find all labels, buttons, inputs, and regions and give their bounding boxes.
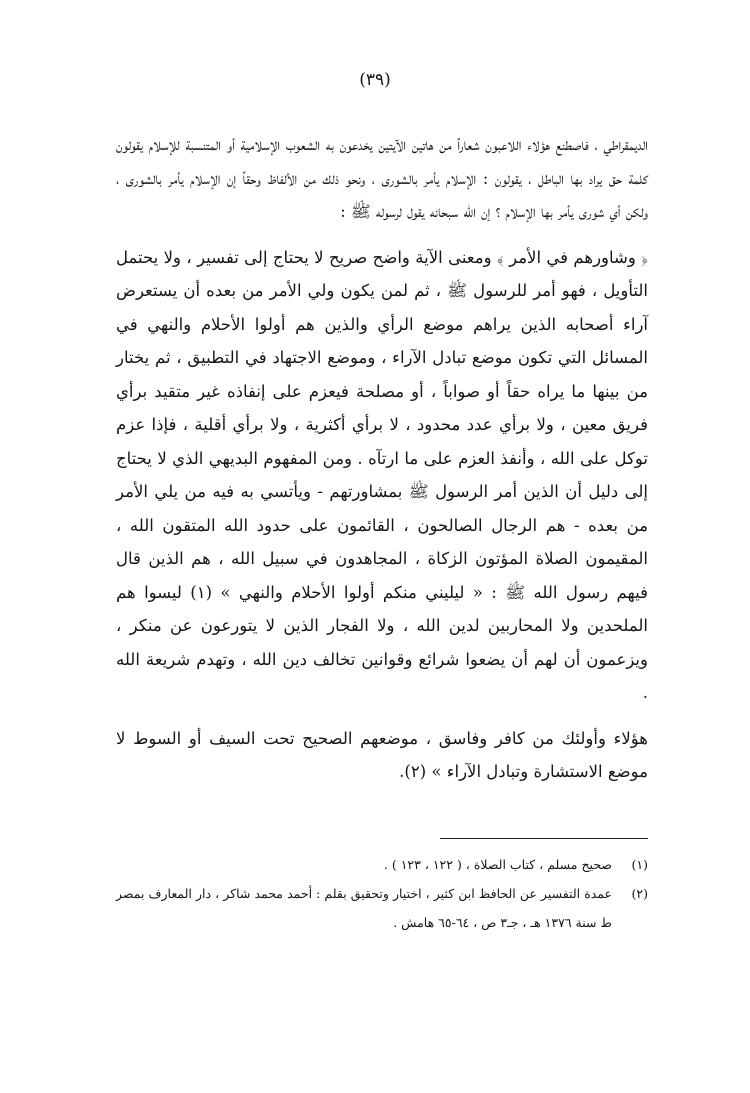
paragraph: هؤلاء وأولئك من كافر وفاسق ، موضعهم الصحيح تحت السيف أو السوط لا موضع الاستشارة وتبادل الآراء » (٢). (116, 728, 648, 781)
footnote-separator (440, 838, 648, 839)
footnote-number: (١) (631, 857, 648, 872)
paragraph: الديمقراطي ، فاصطنع هؤلاء اللاعبون شعاراً من هاتين الآيتين يخدعون به الشعوب الإسلامية أو المتنسبة للإسلام يقولون كلمة حق يراد بها الباطل ، يقولون : الإسلام يأمر بالشورى ، ونحو ذلك من الألفاظ وحقاً إن الإسلام يأمر بالشورى ، ولكن أي شورى يأمر بها الإسلام ؟ إن الله سبحانه يقول لرسوله ﷺ : (116, 135, 648, 221)
footnote-text: صحيح مسلم ، كتاب الصلاة ، ( ١٢٢ ، ١٢٣ ) . (383, 857, 612, 872)
main-text (116, 128, 648, 789)
page-number: (٣٩) (359, 70, 391, 90)
footnote (116, 879, 648, 937)
footnote-number: (٢) (631, 886, 648, 901)
footnote (116, 850, 648, 879)
footnote-text: عمدة التفسير عن الحافظ ابن كثير ، اختيار وتحقيق بقلم : أحمد محمد شاكر ، دار المعارف بمصر ط سنة ١٣٧٦ هـ ، جـ٣ ص ، ٦٤-٦٥ هامش . (116, 886, 612, 930)
footnotes (116, 850, 648, 937)
paragraph: ﴿ وشاورهم في الأمر ﴾ ومعنى الآية واضح صريح لا يحتاج إلى تفسير ، ولا يحتمل التأويل ، فهو أمر للرسول ﷺ ، ثم لمن يكون ولي الأمر من بعده أن يستعرض آراء أصحابه الذين يراهم موضع الرأي والذين هم أولوا الأحلام والنهي في المسائل التي تكون موضع تبادل الآراء ، وموضع الاجتهاد في التطبيق ، ثم يختار من بينها ما يراه حقاً أو صواباً ، أو مصلحة فيعزم على إنفاذه غير متقيد برأي فريق معين ، ولا برأي عدد محدود ، لا برأي أكثرية ، ولا برأي أقلية ، فإذا عزم توكل على الله ، وأنفذ العزم على ما ارتآه . ومن المفهوم البديهي الذي لا يحتاج إلى دليل أن الذين أمر الرسول ﷺ بمشاورتهم - ويأتسي به فيه من يلي الأمر من بعده - هم الرجال الصالحون ، القائمون على حدود الله المتقون الله ، المقيمون الصلاة المؤتون الزكاة ، المجاهدون في سبيل الله ، هم الذين قال فيهم رسول الله ﷺ : « ليليني منكم أولوا الأحلام والنهي » (١) ليسوا هم الملحدين ولا المحاربين لدين الله ، ولا الفجار الذين لا يتورعون عن منكر ، ويزعمون أن لهم أن يضعوا شرائع وقوانين تخالف دين الله ، وتهدم شريعة الله . (116, 247, 648, 702)
